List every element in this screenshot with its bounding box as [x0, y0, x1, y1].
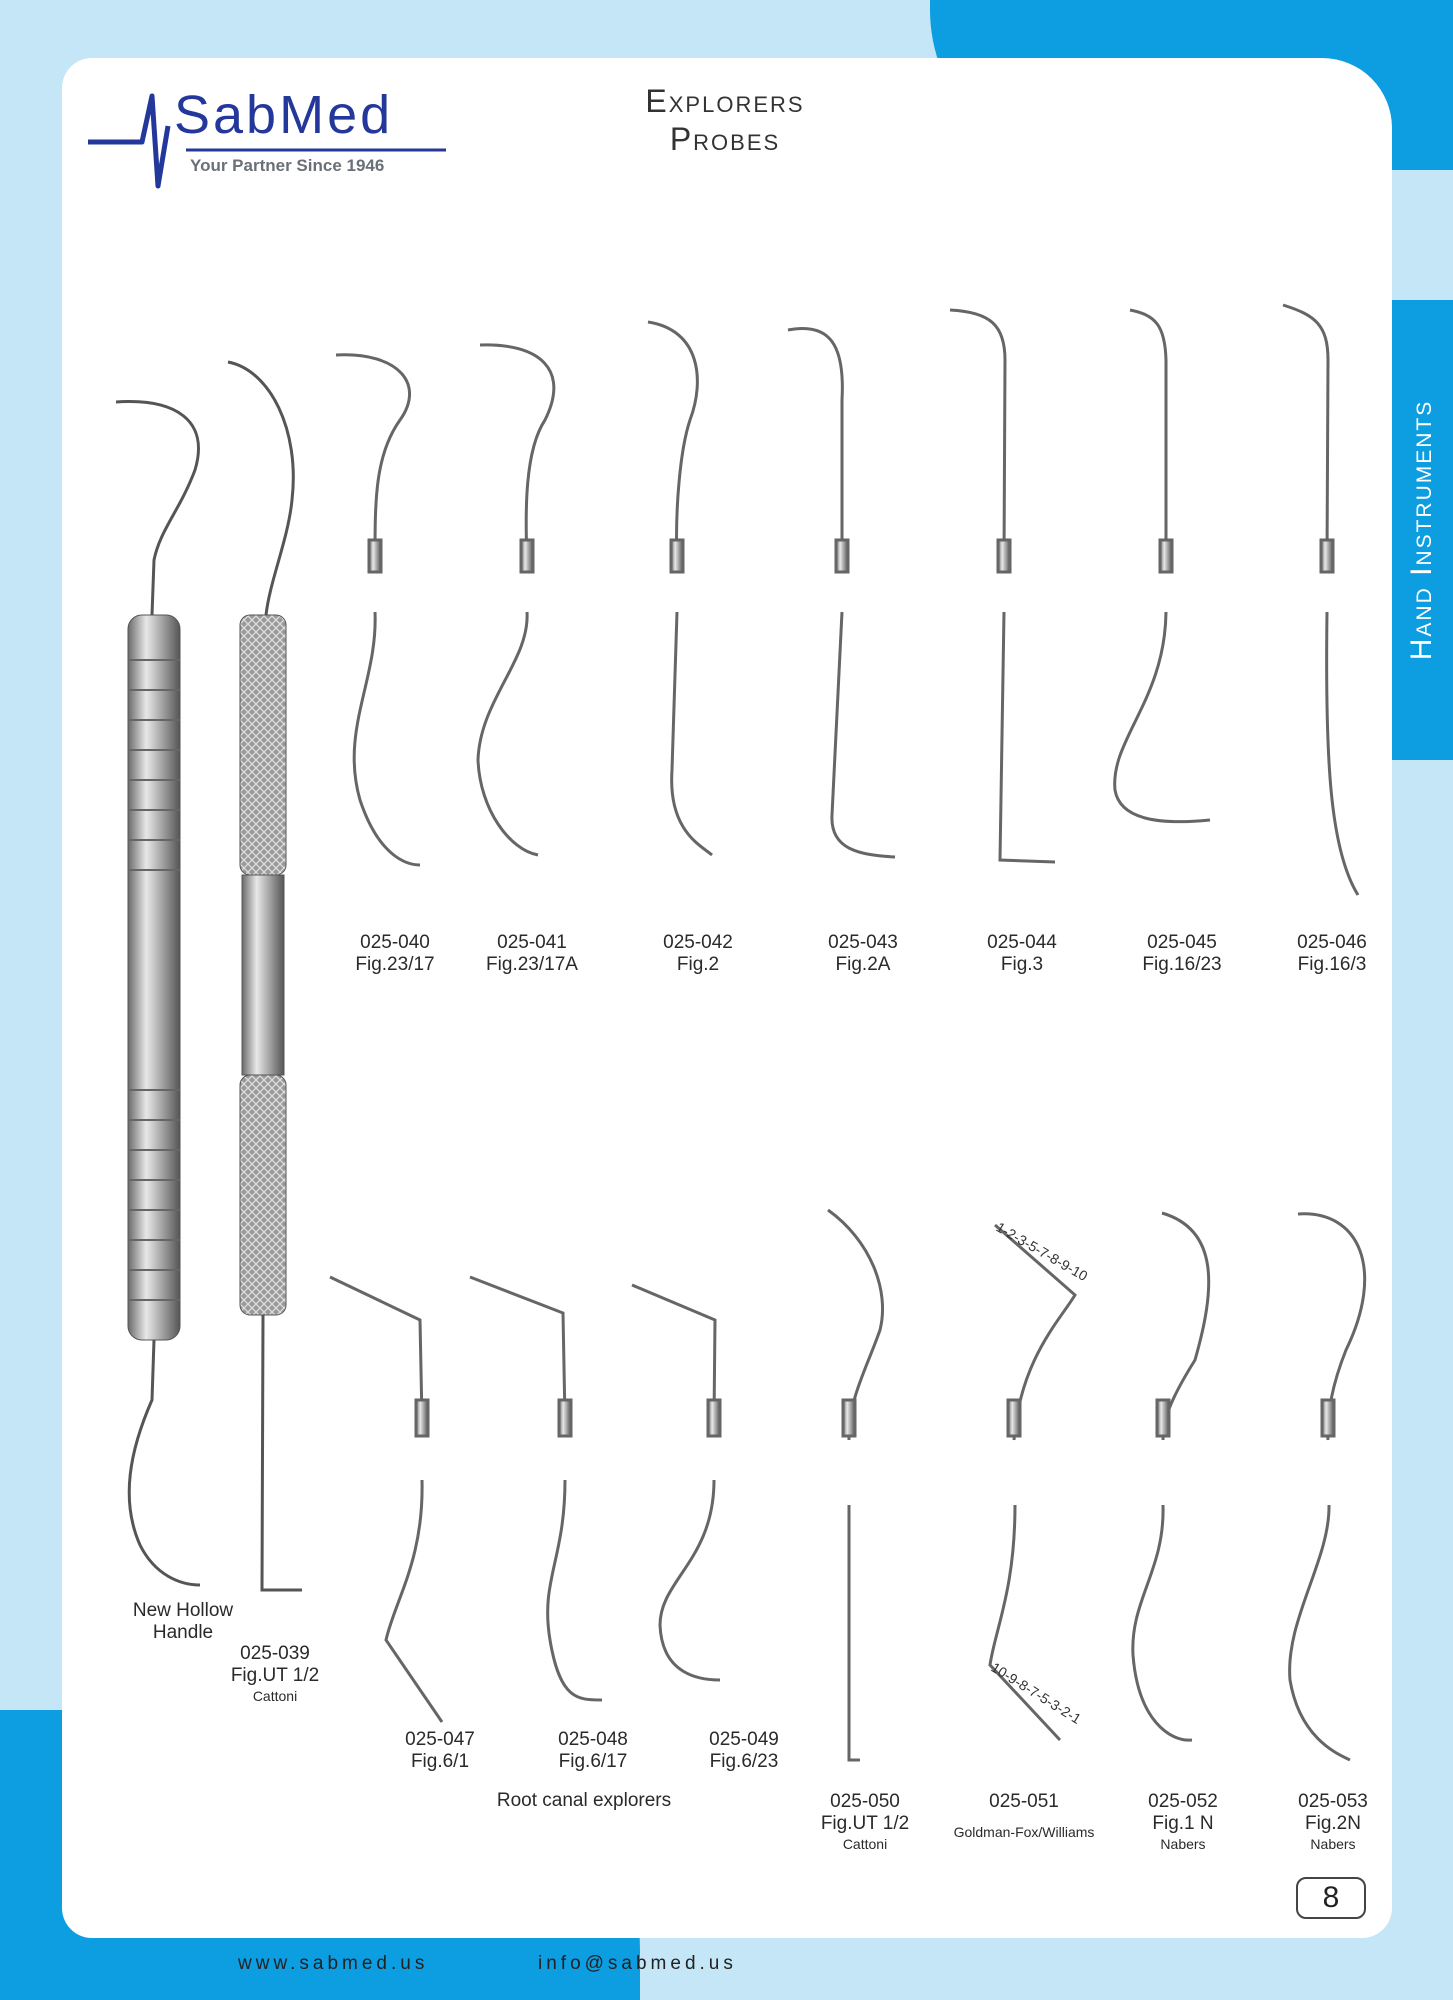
brand-name: SabMed: [174, 85, 394, 145]
product-label-025-051: 025-051 Goldman-Fox/Williams: [953, 1791, 1095, 1840]
product-label-025-046: 025-046 Fig.16/3: [1297, 932, 1367, 975]
hollow-handle-label: New Hollow Handle: [132, 1600, 234, 1643]
product-label-025-049: 025-049 Fig.6/23: [709, 1729, 779, 1772]
product-label-025-050: 025-050 Fig.UT 1/2 Cattoni: [820, 1791, 910, 1852]
page-number: 8: [1296, 1877, 1366, 1919]
knurled-handle-instrument: [228, 362, 302, 1590]
product-label-025-047: 025-047 Fig.6/1: [405, 1729, 475, 1772]
product-label-025-042: 025-042 Fig.2: [663, 932, 733, 975]
product-label-025-044: 025-044 Fig.3: [987, 932, 1057, 975]
product-label-025-045: 025-045 Fig.16/23: [1142, 932, 1222, 975]
top-row-instruments: [336, 305, 1358, 895]
product-label-025-052: 025-052 Fig.1 N Nabers: [1148, 1791, 1218, 1852]
title-line-1: Explorers: [645, 83, 805, 119]
product-label-025-041: 025-041 Fig.23/17A: [486, 932, 578, 975]
product-label-025-043: 025-043 Fig.2A: [828, 932, 898, 975]
hollow-handle-instrument: [116, 402, 200, 1585]
product-label-025-048: 025-048 Fig.6/17: [558, 1729, 628, 1772]
root-canal-group-label: Root canal explorers: [496, 1790, 672, 1811]
section-tab-label: Hand Instruments: [1405, 399, 1438, 661]
brand-tagline: Your Partner Since 1946: [190, 156, 385, 175]
website-link[interactable]: www.sabmed.us: [238, 1953, 429, 1974]
bottom-row-instruments: [330, 1210, 1365, 1760]
probe-marking-bottom: 10-9-8-7-5-3-2-1: [988, 1658, 1084, 1727]
product-label-025-040: 025-040 Fig.23/17: [355, 932, 435, 975]
email-link[interactable]: info@sabmed.us: [538, 1953, 737, 1974]
title-line-2: Probes: [669, 121, 781, 157]
product-label-025-053: 025-053 Fig.2N Nabers: [1298, 1791, 1368, 1852]
product-label-025-039: 025-039 Fig.UT 1/2 Cattoni: [230, 1643, 320, 1704]
probe-marking-top: 1-2-3-5-7-8-9-10: [993, 1218, 1091, 1284]
